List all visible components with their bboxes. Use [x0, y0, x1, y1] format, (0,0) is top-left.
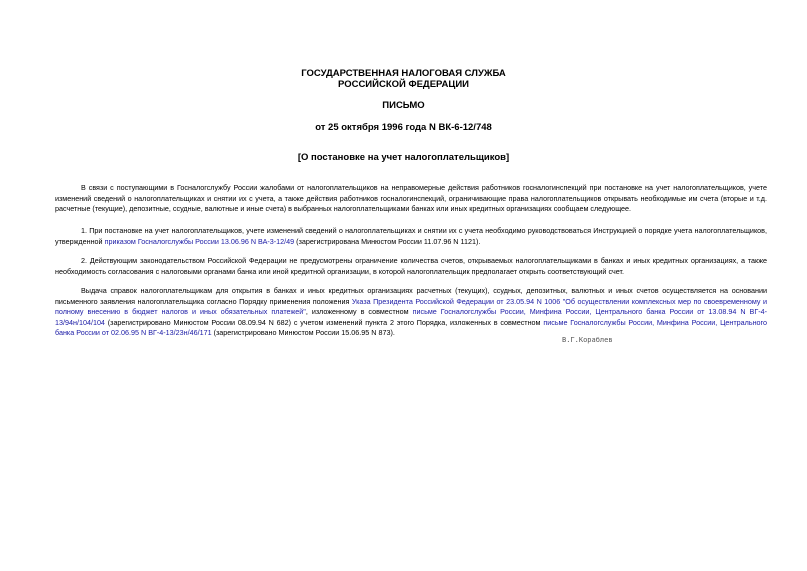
paragraph-1 — [55, 226, 767, 247]
paragraph-3-text-c: (зарегистрировано Минюстом России 08.09.94 N 682) с учетом изменений пункта 2 этого Порядка, изложенных в совместном — [107, 317, 541, 327]
link-president-decree[interactable]: Указа Президента Российской Федерации от 23.05.94 N 1006 "Об осуществлении комплексных мер по своевременному и полному внесению в бюджет налогов и иных обязательных платежей" — [55, 296, 767, 317]
paragraph-3-text-a: Выдача справок налогоплательщикам для открытия в банках и иных кредитных организациях расчетных (текущих), ссудных, депозитных, валютных и иных счетов осуществляется на основании письменного заявления налогоплательщика согласно Порядку применения положения — [55, 286, 767, 306]
paragraph-1-text-b: (зарегистрирована Минюстом России 11.07.96 N 1121). — [296, 236, 481, 246]
link-joint-letter-1994[interactable]: письме Госналогслужбы России, Минфина России, Центрального банка России от 13.08.94 N ВГ-4-13/94н/104/104 — [55, 307, 768, 327]
org-name-line2: РОССИЙСКОЙ ФЕДЕРАЦИИ — [337, 79, 469, 90]
link-order-gns[interactable]: приказом Госналогслужбы России 13.06.96 N ВА-3-12/49 — [104, 236, 295, 246]
paragraph-2-text: 2. Действующим законодательством Российской Федерации не предусмотрены ограничение количества счетов, открываемых налогоплательщиками в банках и иных кредитных организациях, а также необходимость согласования с налоговыми органами банка или иной кредитной организации, в которой налогоплательщик предполагает открыть соответствующий счет. — [55, 256, 767, 276]
paragraph-1-text-a: 1. При постановке на учет налогоплательщиков, учете изменений сведений о налогоплательщиках и снятии их с учета необходимо руководствоваться Инструкцией о порядке учета налогоплательщиков, утвержденной — [55, 226, 767, 246]
paragraph-3-text-d: (зарегистрировано Минюстом России 15.06.95 N 873). — [213, 328, 395, 338]
signature: В.Г.Кораблев — [562, 336, 613, 344]
link-joint-letter-1995[interactable]: письме Госналогслужбы России, Минфина России, Центрального банка России от 02.06.95 N ВГ-4-13/23н/46/171 — [55, 317, 768, 338]
paragraph-2 — [55, 256, 767, 277]
doc-subject: [О постановке на учет налогоплательщиков] — [297, 152, 510, 163]
paragraph-intro-text: В связи с поступающими в Госналогслужбу России жалобами от налогоплательщиков на неправомерные действия работников госналогинспекций при постановке на учет налогоплательщиков, учете изменений сведений о налогоплательщиках и снятии их с учета, а также действия работников госналогинспекций, ограничивающие права налогоплательщиков открывать необходимые им счета (вторые и т.д. расчетные (текущие), депозитные, ссудные, валютные и иные счета) в выбранных налогоплательщиками банках или иных кредитных организациях сообщаем следующее. — [55, 183, 767, 214]
paragraph-intro — [55, 183, 767, 215]
org-name-line1: ГОСУДАРСТВЕННАЯ НАЛОГОВАЯ СЛУЖБА — [301, 68, 506, 79]
doc-type: ПИСЬМО — [382, 100, 425, 111]
doc-date: от 25 октября 1996 года N ВК-6-12/748 — [315, 122, 492, 133]
paragraph-3-text-b: , изложенному в совместном — [305, 307, 409, 317]
paragraph-3 — [55, 286, 767, 339]
